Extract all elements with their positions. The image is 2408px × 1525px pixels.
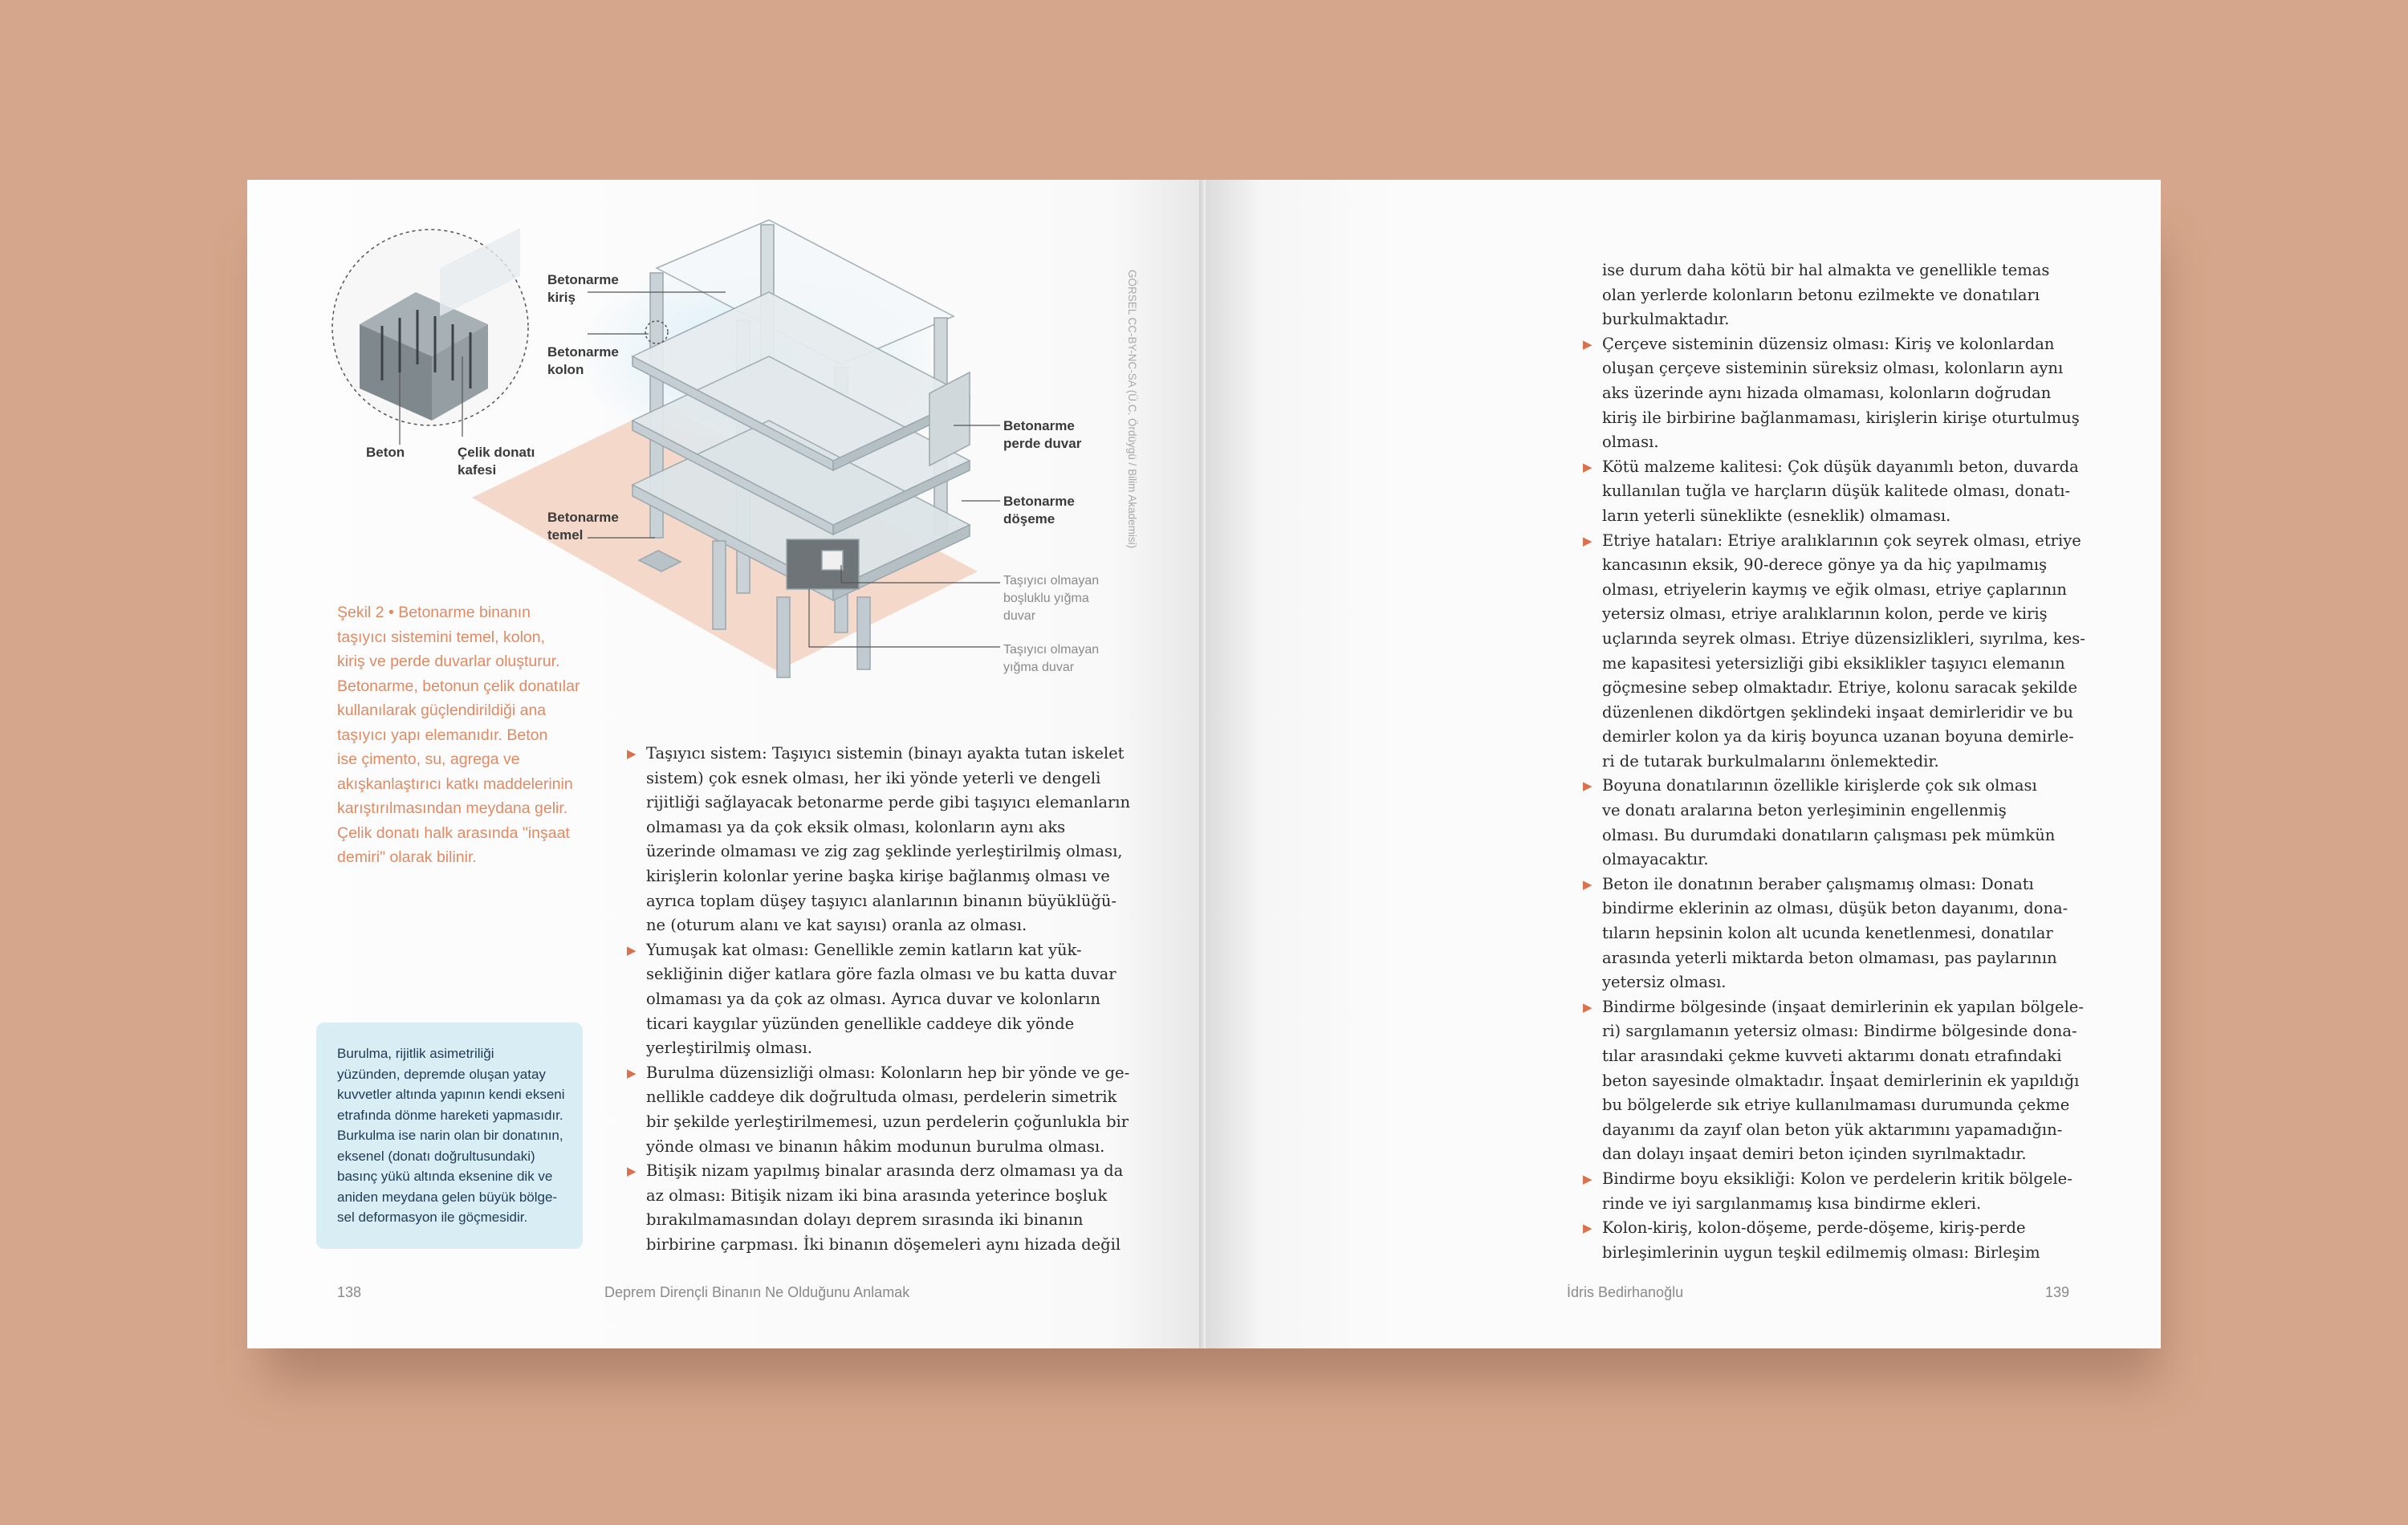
text-line: sekliğinin diğer katlara göre fazla olması ve bu katta duvar xyxy=(646,965,1117,984)
label-betonarme-kolon: Betonarme kolon xyxy=(547,344,619,377)
text-line: Beton ile donatının beraber çalışmamış olması: Donatı xyxy=(1602,874,2034,893)
definition-sidebox xyxy=(316,1023,583,1249)
text-line: etrafında dönme hareketi yapmasıdır. xyxy=(337,1107,563,1123)
text-line: dayanımı da zayıf olan beton yük aktarımını yapamadığın- xyxy=(1602,1120,2063,1139)
text-line: yetersiz olması, etriye aralıklarının kolon, perde ve kiriş xyxy=(1602,604,2048,624)
text-line: birleşimlerinin uygun teşkil edilmemiş olması: Birleşim xyxy=(1602,1242,2040,1262)
text-line: kuvvetler altında yapının kendi ekseni xyxy=(337,1087,565,1102)
text-line: ticari kaygılar yüzünden genellikle caddeye dik yönde xyxy=(646,1014,1075,1033)
text-line: ne (oturum alanı ve kat sayısı) oranla az olması. xyxy=(646,916,1027,935)
text-line: yerleştirilmiş olması. xyxy=(646,1039,812,1058)
text-line: rijitliği sağlayacak betonarme perde gibi taşıyıcı elemanların xyxy=(646,793,1131,812)
figure-caption xyxy=(337,600,594,870)
text-line: uçlarında seyrek olması. Etriye düzensizlikleri, sıyrılma, kes- xyxy=(1602,628,2085,648)
bullet-triangle-icon: ▶ xyxy=(627,1164,637,1179)
text-line: taşıyıcı sistemini temel, kolon, xyxy=(337,628,546,646)
left-page xyxy=(247,180,1206,1348)
text-line: rinde ve iyi sargılanmamış kısa bindirme ekleri. xyxy=(1602,1194,1982,1213)
text-line: tılar arasındaki çekme kuvveti aktarımı donatı etrafındaki xyxy=(1602,1047,2062,1065)
text-line: ayrıca toplam düşey taşıyıcı alanlarının binanın büyüklüğü- xyxy=(646,891,1117,910)
text-line: Bitişik nizam yapılmış binalar arasında derz olmaması ya da xyxy=(646,1161,1124,1181)
text-line: Boyuna donatılarının özellikle kirişlerde çok sık olması xyxy=(1602,776,2037,795)
image-credit: GÖRSEL CC-BY-NC-SA (Ü.C. Ördüygü / Bilim Akademisi) xyxy=(1126,270,1138,549)
bullet-triangle-icon: ▶ xyxy=(1583,336,1592,352)
list-item xyxy=(1583,332,2092,455)
text-line: bırakılmamasından dolayı deprem sırasında iki binanın xyxy=(646,1210,1084,1230)
text-line: beton sayesinde olmaktadır. İnşaat demirlerinin ek yapıldığı xyxy=(1602,1071,2080,1090)
text-line: Şekil 2 • Betonarme binanın xyxy=(337,604,531,621)
text-line: aniden meydana gelen büyük bölge- xyxy=(337,1189,558,1205)
text-line: Burulma, rijitlik asimetriliği xyxy=(337,1046,494,1061)
text-line: olması. xyxy=(1602,433,1659,452)
text-line: üzerinde olmaması ve zig zag şeklinde yerleştirilmiş olması, xyxy=(646,842,1123,861)
text-line: olmayacaktır. xyxy=(1602,850,1709,869)
text-line: ve donatı aralarına beton yerleşiminin engellenmiş xyxy=(1602,801,2007,820)
list-item xyxy=(627,742,1136,938)
right-running-author: İdris Bedirhanoğlu xyxy=(1567,1284,1684,1300)
text-line: aks üzerinde aynı hizada olmaması, kolonların doğrudan xyxy=(1602,383,2052,402)
list-item xyxy=(1602,258,2092,332)
text-line: kiriş ile birbirine bağlanmaması, kirişlerin kirişe oturtulmuş xyxy=(1602,408,2080,427)
right-page xyxy=(1206,180,2161,1348)
open-book xyxy=(247,180,2161,1348)
text-line: az olması: Bitişik nizam iki bina arasında yeterince boşluk xyxy=(646,1185,1108,1205)
text-line: bu bölgelerde sık etriye kullanılmaması durumunda çekme xyxy=(1602,1096,2070,1115)
bullet-triangle-icon: ▶ xyxy=(1583,1221,1592,1236)
text-line: ri de tutarak burkulmalarını önlemektedir. xyxy=(1602,751,1939,771)
text-line: me kapasitesi yetersizliği gibi eksiklikler taşıyıcı elemanın xyxy=(1602,653,2065,673)
text-line: nellikle caddeye dik doğrultuda olması, perdelerin simetrik xyxy=(646,1088,1117,1107)
sidebox-text xyxy=(337,1043,570,1228)
list-item xyxy=(1583,1167,2092,1216)
text-line: kiriş ve perde duvarlar oluşturur. xyxy=(337,653,560,670)
text-line: kullanılarak güçlendirildiği ana xyxy=(337,702,547,719)
text-line: ri) sargılamanın yetersiz olması: Bindirme bölgesinde dona- xyxy=(1602,1022,2077,1041)
text-line: tıların hepsinin kolon alt ucunda kenetlenmesi, donatılar xyxy=(1602,924,2053,943)
text-line: birbirine çarpması. İki binanın döşemeleri aynı hizada değil xyxy=(646,1234,1121,1254)
list-item xyxy=(627,938,1136,1061)
text-line: yönde olması ve binanın hâkim modunun burulma olması. xyxy=(646,1137,1105,1156)
text-line: karıştırılmasından meydana gelir. xyxy=(337,799,568,817)
text-line: Burulma düzensizliği olması: Kolonların hep bir yönde ve ge- xyxy=(646,1063,1130,1082)
bullet-triangle-icon: ▶ xyxy=(1583,779,1592,794)
bullet-triangle-icon: ▶ xyxy=(627,942,637,958)
text-line: Bindirme bölgesinde (inşaat demirlerinin ek yapılan bölgele- xyxy=(1602,997,2084,1016)
list-item xyxy=(1583,872,2092,995)
label-beton: Beton xyxy=(366,445,405,460)
text-line: olması. Bu durumdaki donatıların çalışması pek mümkün xyxy=(1602,825,2056,844)
text-line: düzenlenen dikdörtgen şeklindeki inşaat demirleridir ve bu xyxy=(1602,702,2073,722)
left-body-text xyxy=(627,742,1136,1257)
label-celik-donati: Çelik donatı kafesi xyxy=(458,445,535,478)
text-line: Taşıyıcı sistem: Taşıyıcı sistemin (binayı ayakta tutan iskelet xyxy=(646,744,1125,762)
text-line: arasında yeterli miktarda beton olmaması, pas paylarının xyxy=(1602,948,2057,967)
text-line: Kolon-kiriş, kolon-döşeme, perde-döşeme, kiriş-perde xyxy=(1602,1218,2026,1238)
bullet-triangle-icon: ▶ xyxy=(1583,459,1592,474)
text-line: sistem) çok esnek olması, her iki yönde yeterli ve dengeli xyxy=(646,768,1101,787)
label-betonarme-kiris: Betonarme kiriş xyxy=(547,272,619,305)
bullet-triangle-icon: ▶ xyxy=(1583,533,1592,548)
text-line: ise durum daha kötü bir hal almakta ve genellikle temas xyxy=(1602,261,2050,279)
text-line: yetersiz olması. xyxy=(1602,973,1727,992)
list-item xyxy=(1583,995,2092,1167)
text-line: taşıyıcı yapı elemanıdır. Beton xyxy=(337,726,548,744)
text-line: Çerçeve sisteminin düzensiz olması: Kiriş ve kolonlardan xyxy=(1602,334,2055,353)
right-body-text xyxy=(1583,258,2092,1265)
list-item xyxy=(1583,1216,2092,1265)
bullet-triangle-icon: ▶ xyxy=(1583,1171,1592,1186)
text-line: göçmesine sebep olmaktadır. Etriye, kolonu saracak şekilde xyxy=(1602,678,2078,697)
right-page-number: 139 xyxy=(2045,1284,2070,1300)
text-line: burkulmaktadır. xyxy=(1602,310,1730,329)
text-line: olmaması ya da çok eksik olması, kolonların aynı aks xyxy=(646,817,1066,836)
label-yigma-duvar: Taşıyıcı olmayan yığma duvar xyxy=(1003,643,1100,674)
text-line: kancasının eksik, 90-derece gönye ya da hiç yapılmamış xyxy=(1602,555,2048,575)
text-line: Yumuşak kat olması: Genellikle zemin katların kat yük- xyxy=(646,940,1082,959)
list-item xyxy=(627,1061,1136,1159)
text-line: ise çimento, su, agrega ve xyxy=(337,750,520,768)
text-line: kirişlerin kolonlar yerine başka kirişe bağlanmış olması ve xyxy=(646,866,1110,885)
list-item xyxy=(627,1159,1136,1257)
text-line: basınç yükü altında eksenine dik ve xyxy=(337,1169,553,1184)
text-line: kullanılan tuğla ve harçların düşük kalitede olması, donatı- xyxy=(1602,482,2071,501)
label-betonarme-doseme: Betonarme döşeme xyxy=(1003,494,1075,527)
text-line: bindirme eklerinin az olması, düşük beton dayanımı, dona- xyxy=(1602,899,2068,918)
text-line: olması, etriyelerin kaymış ve eğik olması, etriye çaplarının xyxy=(1602,580,2067,599)
left-running-title: Deprem Dirençli Binanın Ne Olduğunu Anlamak xyxy=(604,1284,910,1300)
text-line: eksenel (donatı doğrultusundaki) xyxy=(337,1148,535,1164)
label-betonarme-perde: Betonarme perde duvar xyxy=(1003,418,1082,451)
label-bosluklu-yigma: Taşıyıcı olmayan boşluklu yığma duvar xyxy=(1003,574,1100,623)
text-line: olan yerlerde kolonların betonu ezilmekte ve donatıları xyxy=(1602,285,2040,304)
text-line: oluşan çerçeve sisteminin süreksiz olması, kolonların aynı xyxy=(1602,359,2064,378)
list-item xyxy=(1583,774,2092,872)
text-line: akışkanlaştırıcı katkı maddelerinin xyxy=(337,775,573,793)
text-line: Çelik donatı halk arasında "inşaat xyxy=(337,824,570,842)
bullet-triangle-icon: ▶ xyxy=(1583,876,1592,892)
text-line: olmaması ya da çok az olması. Ayrıca duvar ve kolonların xyxy=(646,989,1100,1008)
bullet-triangle-icon: ▶ xyxy=(627,1065,637,1080)
text-line: Kötü malzeme kalitesi: Çok düşük dayanımlı beton, duvarda xyxy=(1602,457,2079,476)
label-betonarme-temel: Betonarme temel xyxy=(547,510,619,543)
text-line: yüzünden, depremde oluşan yatay xyxy=(337,1066,546,1082)
bullet-triangle-icon: ▶ xyxy=(627,746,637,761)
text-line: Burkulma ise narin olan bir donatının, xyxy=(337,1128,563,1143)
text-line: sel deformasyon ile göçmesidir. xyxy=(337,1210,528,1225)
text-line: demiri" olarak bilinir. xyxy=(337,848,477,866)
list-item xyxy=(1583,529,2092,775)
text-line: bir şekilde yerleştirilmemesi, uzun perdelerin çoğunlukla bir xyxy=(646,1112,1129,1131)
text-line: Betonarme, betonun çelik donatılar xyxy=(337,677,580,695)
list-item xyxy=(1583,455,2092,529)
text-line: Etriye hataları: Etriye aralıklarının çok seyrek olması, etriye xyxy=(1602,531,2081,550)
bullet-triangle-icon: ▶ xyxy=(1583,999,1592,1015)
text-line: Bindirme boyu eksikliği: Kolon ve perdelerin kritik bölgele- xyxy=(1602,1169,2072,1188)
text-line: ların yeterli süneklikte (esneklik) olmaması. xyxy=(1602,506,1951,525)
text-line: demirler kolon ya da kiriş boyunca uzanan boyuna demirle- xyxy=(1602,727,2074,746)
text-line: dan dolayı inşaat demiri beton içinden sıyrılmaktadır. xyxy=(1602,1145,2027,1164)
left-page-number: 138 xyxy=(337,1284,362,1300)
